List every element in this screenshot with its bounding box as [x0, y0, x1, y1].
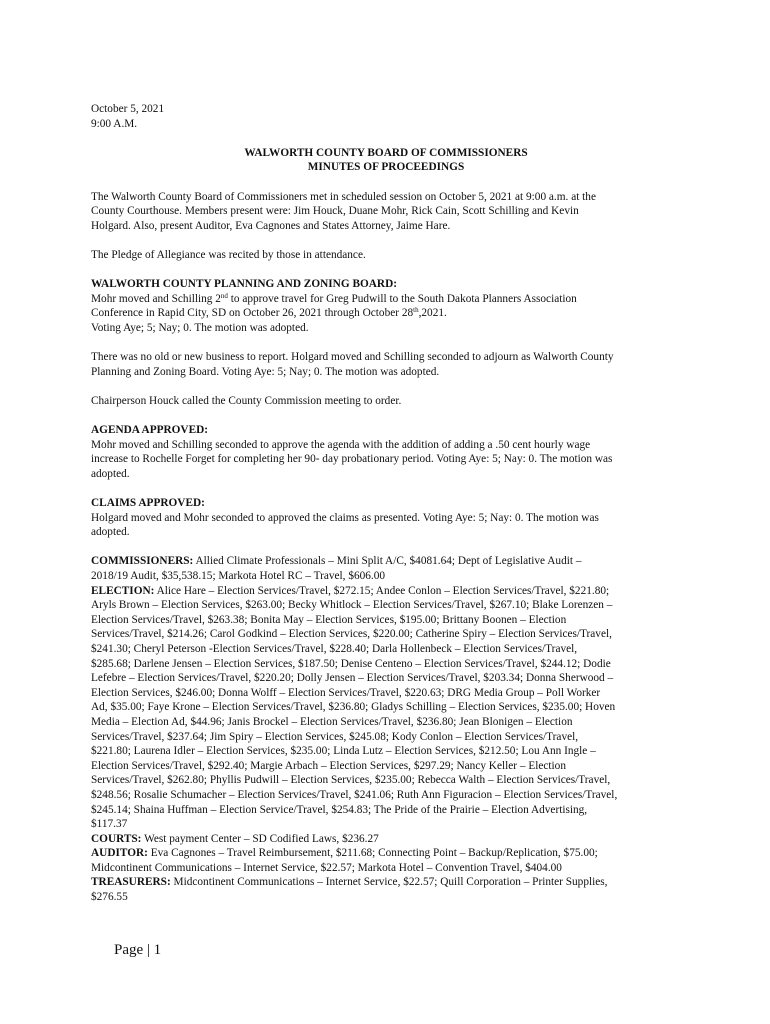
claims-section: CLAIMS APPROVED: Holgard moved and Mohr seconded to approved the claims as presented. Voting Aye: 5; Nay: 0. The motion was adopted. — [91, 496, 681, 540]
treasurers-label: TREASURERS: — [91, 876, 171, 889]
old-business-paragraph: There was no old or new business to report. Holgard moved and Schilling seconded to adjourn as Walworth County Planning and Zoning Board. Voting Aye: 5; Nay; 0. The motion was adopted. — [91, 351, 614, 378]
planning-line: Mohr moved and Schilling 2nd to approve travel for Greg Pudwill to the South Dakota Planners Association — [91, 291, 577, 305]
courts-claims: COURTS: West payment Center – SD Codified Laws, $236.27 — [91, 832, 379, 845]
planning-heading: WALWORTH COUNTY PLANNING AND ZONING BOARD: — [91, 278, 398, 291]
planning-line: Conference in Rapid City, SD on October 26, 2021 through October 28th,2021. — [91, 306, 447, 320]
planning-section — [91, 277, 681, 335]
auditor-label: AUDITOR: — [91, 847, 148, 860]
pledge-paragraph: The Pledge of Allegiance was recited by those in attendance. — [91, 248, 366, 261]
treasurers-claims: TREASURERS: Midcontinent Communications – Internet Service, $22.57; Quill Corporation – Printer Supplies, $276.55 — [91, 876, 608, 904]
meeting-time: 9:00 A.M. — [91, 117, 138, 130]
agenda-heading: AGENDA APPROVED: — [91, 424, 209, 437]
commissioners-label: COMMISSIONERS: — [91, 555, 194, 568]
chair-paragraph: Chairperson Houck called the County Commission meeting to order. — [91, 394, 402, 407]
document-page — [91, 102, 681, 905]
meeting-date: October 5, 2021 — [91, 103, 165, 115]
claims-heading: CLAIMS APPROVED: — [91, 497, 205, 510]
document-subtitle: MINUTES OF PROCEEDINGS — [307, 161, 465, 174]
commissioners-claims: COMMISSIONERS: Allied Climate Professionals – Mini Split A/C, $4081.64; Dept of Legislative Audit – 2018/19 Audit, $35,538.15; Markota Hotel RC – Travel, $606.00 — [91, 555, 582, 582]
page-number-footer: Page | 1 — [114, 942, 162, 958]
document-title: WALWORTH COUNTY BOARD OF COMMISSIONERS — [244, 146, 528, 159]
election-claims: ELECTION: Alice Hare – Election Services/Travel, $272.15; Andee Conlon – Election Services/Travel, $221.80; Aryls Brown – Election Services, $263.00; Becky Whitlock – Election Services/Travel, $267.10; Blake Lorenzen – Election Services/Travel, $263.38; Bonita May – Election Services, $195.00; Brittany Boonen – Election Services/Travel, $214.26; Carol Godkind – Election Services, $220.00; Catherine Spiry – Election Services/Travel, $241.30; Cheryl Peterson -Election Services/Travel, $228.40; Darla Hollenbeck – Election Services/Travel, $285.68; Darlene Jensen – Election Services, $187.50; Denise Centeno – Election Services/Travel, $244.12; Dodie Lefebre – Election Services/Travel, $220.20; Dolly Jensen – Election Services/Travel, $203.34; Donna Sherwood – Election Services, $246.00; Donna Wolff – Election Services/Travel, $220.63; DRG Media Group – Poll Worker Ad, $35.00; Faye Krone – Election Services/Travel, $236.80; Gladys Schilling – Election Services, $235.00; Hoven Media – Election Ad, $44.96; Janis Brockel – Election Services/Travel, $236.80; Jean Blonigen – Election Services/Travel, $237.64; Jim Spiry – Election Services, $245.08; Kody Conlon – Election Services/Travel, $221.80; Laurena Idler – Election Services, $235.00; Linda Lutz – Election Services, $212.50; Lou Ann Ingle – Election Services/Travel, $292.40; Margie Arbach – Election Services, $297.29; Nancy Keller – Election Services/Travel, $262.80; Phyllis Pudwill – Election Services, $235.00; Rebecca Walth – Election Services/Travel, $248.56; Rosalie Schumacher – Election Services/Travel, $241.06; Ruth Ann Figuracion – Election Services/Travel, $245.14; Shaina Huffman – Election Service/Travel, $254.83; The Pride of the Prairie – Election Advertising, $117.37 — [91, 584, 618, 831]
agenda-section: AGENDA APPROVED: Mohr moved and Schilling seconded to approve the agenda with the addition of adding a .50 cent hourly wage increase to Rochelle Forget for completing her 90- day probationary period. Voting Aye: 5; Nay: 0. The motion was adopted. — [91, 423, 681, 481]
election-label: ELECTION: — [91, 584, 155, 597]
planning-vote: Voting Aye; 5; Nay; 0. The motion was adopted. — [91, 321, 309, 334]
courts-label: COURTS: — [91, 832, 142, 845]
auditor-claims: AUDITOR: Eva Cagnones – Travel Reimbursement, $211.68; Connecting Point – Backup/Replication, $75.00; Midcontinent Communications – Internet Service, $22.57; Markota Hotel – Convention Travel, $404.00 — [91, 847, 598, 874]
intro-paragraph: The Walworth County Board of Commissioners met in scheduled session on October 5, 2021 at 9:00 a.m. at the County Courthouse. Members present were: Jim Houck, Duane Mohr, Rick Cain, Scott Schilling and Kevin Holgard. Also, present Auditor, Eva Cagnones and States Attorney, Jaime Hare. — [91, 190, 596, 232]
